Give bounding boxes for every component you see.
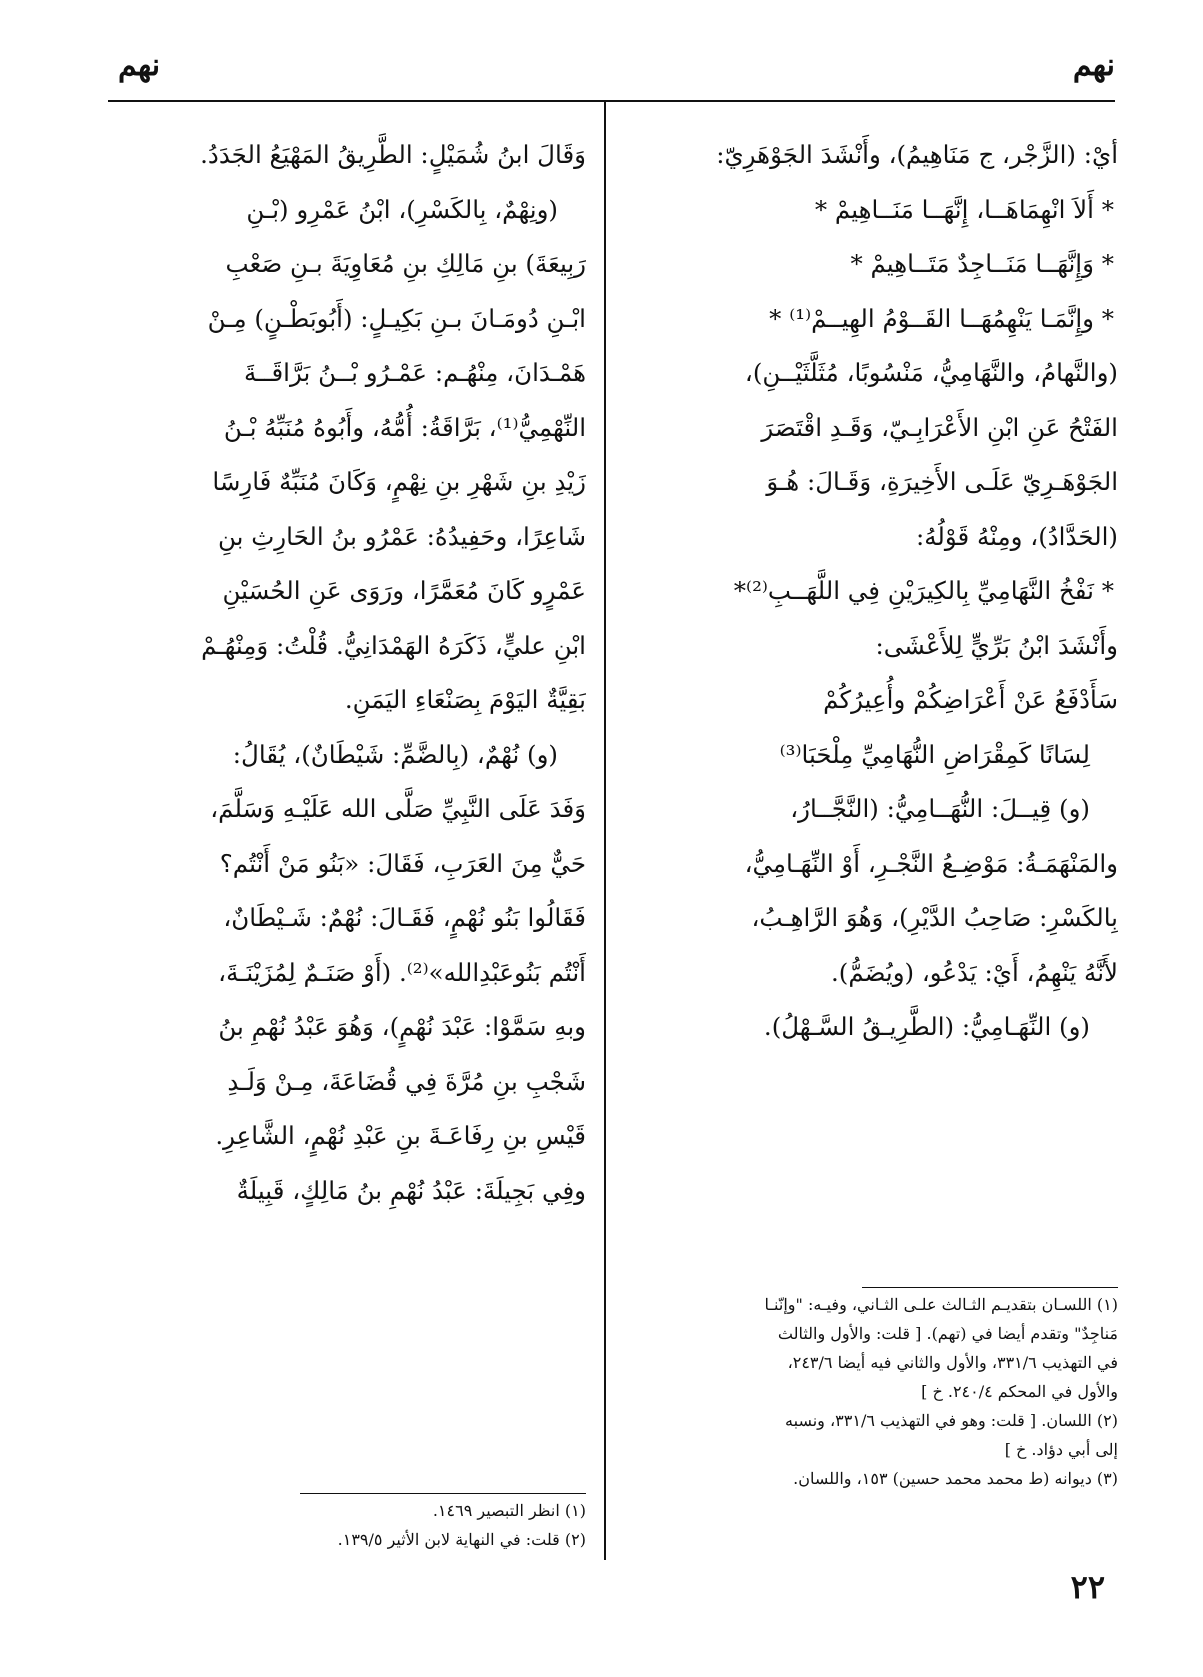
- verse-line: * نَفْخُ النَّهَامِيِّ بِالكِيرَيْنِ فِي اللَّهَــبِ⁽²⁾*: [733, 576, 1114, 605]
- text-line: زَيْدِ بنِ شَهْرِ بنِ نِهْمٍ، وَكَانَ مُنَبِّهٌ فَارِسًا: [212, 467, 586, 496]
- verse-line: * وإِنَّمَـا يَنْهِمُهَــا القَــوْمُ الهِيــمْ⁽¹⁾ *: [769, 303, 1114, 333]
- footnotes-right: [640, 1290, 1118, 1493]
- text-line: ابْنِ عليٍّ، ذَكَرَهُ الهَمْدَانِيُّ. قُلْتُ: وَمِنْهُـمْ: [201, 630, 586, 660]
- left-column: [118, 128, 586, 1218]
- text-line: وَقَالَ ابنُ شُمَيْلٍ: الطَّرِيقُ المَهْيَعُ الجَدَدُ.: [200, 140, 586, 169]
- text-line: حَيٌّ مِنَ العَرَبِ، فَقَالَ: «بَنُو مَنْ أَنْتُم؟: [219, 848, 586, 878]
- text-line: (و) النِّهَـامِيُّ: (الطَّرِيـقُ السَّـهْلُ).: [763, 1012, 1090, 1041]
- footnote-rule-right: [862, 1287, 1118, 1288]
- text-line: والمَنْهَمَـةُ: مَوْضِـعُ النَّجْـرِ، أَوْ النِّهَـامِيُّ،: [744, 848, 1118, 878]
- column-divider: [604, 100, 606, 1560]
- text-line: وفِي بَجِيلَةَ: عَبْدُ نُهْمِ بنُ مَالِكٍ، قَبِيلَةٌ: [236, 1175, 586, 1205]
- text-line: (و) قِيــلَ: النُّهَــامِيُّ: (النَّجَّــارُ،: [790, 794, 1090, 823]
- text-line: بِالكَسْرِ: صَاحِبُ الدَّيْرِ)، وَهُوَ الرَّاهِـبُ،: [751, 903, 1118, 932]
- text-line: (الحَدَّادُ)، ومِنْهُ قَوْلُهُ:: [916, 521, 1118, 551]
- text-line: النِّهْمِيُّ⁽¹⁾، بَرَّاقَةُ: أُمُّهُ، وأَبُوهُ مُنَبِّهُ بْـنُ: [223, 412, 586, 442]
- text-line: أَنْتُم بَنُوعَبْدِالله»⁽²⁾. (أَوْ صَنَـمٌ لِمُزَيْنَـةَ،: [218, 957, 586, 987]
- footnote-line: في التهذيب ٣٣١/٦، والأول والثاني فيه أيضا ٢٤٣/٦،: [787, 1353, 1118, 1372]
- text-line: الجَوْهَـرِيّ عَلَـى الأَخِيرَةِ، وَقَـالَ: هُـوَ: [766, 467, 1118, 496]
- text-line: وأَنْشَدَ ابْنُ بَرِّيٍّ لِلأَعْشَى:: [875, 630, 1118, 660]
- footnote-line: والأول في المحكم ٢٤٠/٤. خ ]: [921, 1382, 1118, 1401]
- text-line: (ونِهْمٌ، بِالكَسْرِ)، ابْنُ عَمْرِو (بْـنِ: [246, 194, 558, 224]
- verse-line: * أَلاَ انْهِمَاهَــا، إِنَّهَــا مَنَــاهِيمْ *: [814, 194, 1114, 224]
- text-line: بَقِيَّةٌ اليَوْمَ بِصَنْعَاءِ اليَمَنِ.: [344, 685, 586, 714]
- text-line: وَفَدَ عَلَى النَّبِيِّ صَلَّى الله عَلَيْـهِ وَسَلَّمَ،: [210, 794, 586, 823]
- poem-line: لِسَانًا كَمِقْرَاضِ النُّهَامِيِّ مِلْحَبَا⁽³⁾: [779, 739, 1090, 769]
- text-line: شَجْبِ بنِ مُرَّةَ فِي قُضَاعَةَ، مِـنْ وَلَـدِ: [227, 1066, 586, 1096]
- text-line: لأَنَّهُ يَنْهِمُ، أَيْ: يَدْعُو، (ويُضَمُّ).: [830, 957, 1118, 987]
- footnote-line: (١) انظر التبصير ١٤٦٩.: [432, 1501, 586, 1520]
- text-line: رَبِيعَةَ) بنِ مَالِكِ بنِ مُعَاوِيَةَ بـنِ صَعْبِ: [225, 249, 586, 278]
- text-line: هَمْـدَانَ، مِنْهُـم: عَمْـرُو بْــنُ بَرَّاقَــةَ: [243, 358, 586, 387]
- footnote-line: (٢) اللسان. [ قلت: وهو في التهذيب ٣٣١/٦، ونسبه: [785, 1411, 1118, 1430]
- text-line: أيْ: (الزَّجْر، ج مَنَاهِيمُ)، وأَنْشَدَ الجَوْهَرِيّ:: [716, 140, 1118, 169]
- header-rule: [108, 100, 1115, 102]
- text-line: (و) نُهْمٌ، (بِالضَّمِّ: شَيْطَانٌ)، يُقَالُ:: [232, 739, 558, 769]
- poem-line: سَأَدْفَعُ عَنْ أَعْرَاضِكُمْ وأُعِيرُكُمْ: [823, 685, 1118, 714]
- verse-line: * وَإِنَّهَــا مَنَــاجِدٌ مَتَــاهِيمْ *: [850, 249, 1114, 278]
- right-column: [640, 128, 1118, 1055]
- footnote-line: (٢) قلت: في النهاية لابن الأثير ١٣٩/٥.: [337, 1530, 586, 1549]
- footnotes-left: [118, 1496, 586, 1554]
- text-line: قَيْسِ بنِ رِفَاعَـةَ بنِ عَبْدِ نُهْمٍ، الشَّاعِرِ.: [215, 1121, 586, 1150]
- text-line: شَاعِرًا، وحَفِيدُهُ: عَمْرُو بنُ الحَارِثِ بنِ: [217, 521, 586, 551]
- header-keyword-left: نهم: [118, 48, 161, 83]
- text-line: ابْـنِ دُومَـانَ بـنِ بَكِيـلٍ: (أَبُوبَطْـنٍ) مِـنْ: [207, 303, 586, 333]
- text-line: فَقَالُوا بَنُو نُهْمٍ، فَقَـالَ: نُهْمٌ: شَـيْطَانٌ،: [223, 903, 586, 932]
- footnote-line: مَناجِدٌ" وتقدم أيضا في (تهم). [ قلت: والأول والثالث: [777, 1324, 1118, 1343]
- footnote-line: (٣) ديوانه (ط محمد محمد حسين) ١٥٣، واللسان.: [793, 1469, 1118, 1488]
- footnote-rule-left: [300, 1493, 586, 1494]
- text-line: عَمْرٍو كَانَ مُعَمَّرًا، ورَوَى عَنِ الحُسَيْنِ: [222, 576, 586, 605]
- text-line: (والنَّهامُ، والنَّهَامِيُّ، مَنْسُوبًا، مُثَلَّثَيْــنِ)،: [744, 358, 1118, 387]
- header-keyword-right: نهم: [1072, 48, 1115, 83]
- page-number: ٢٢: [1070, 1568, 1105, 1606]
- text-line: الفَتْحُ عَنِ ابْنِ الأَعْرَابِـيّ، وَقَـدِ اقْتَصَرَ: [761, 412, 1118, 442]
- footnote-line: (١) اللسـان بتقديـم الثـالث علـى الثـاني، وفيـه: "وإنّنـا: [764, 1295, 1118, 1314]
- footnote-line: إلى أبي دؤاد. خ ]: [1004, 1440, 1118, 1459]
- text-line: وبهِ سَمَّوْا: عَبْدَ نُهْمٍ)، وَهُوَ عَبْدُ نُهْمِ بنُ: [218, 1012, 586, 1041]
